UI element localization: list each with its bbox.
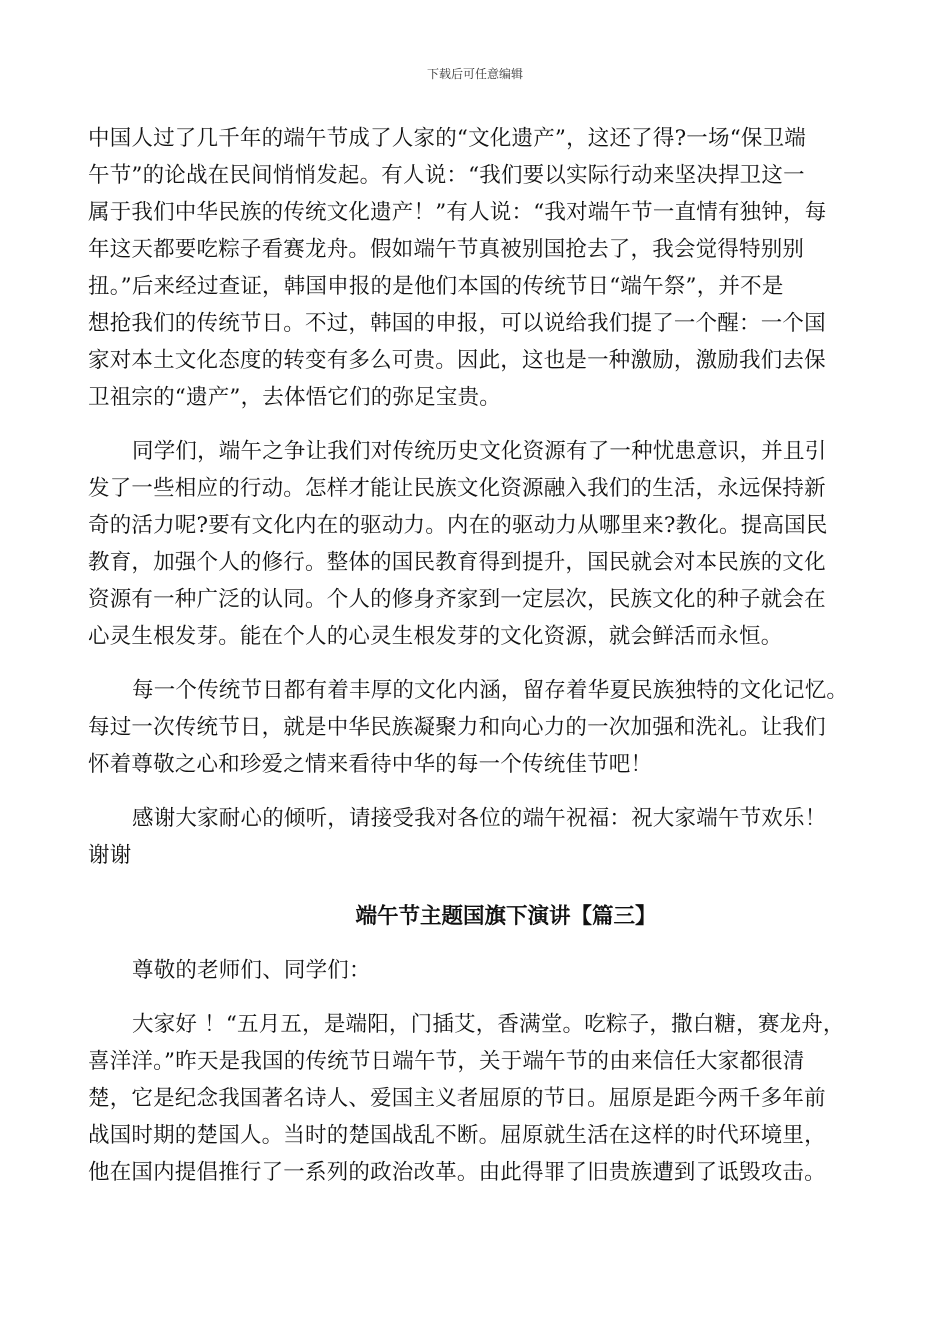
text-line: 心灵生根发芽。能在个人的心灵生根发芽的文化资源，就会鲜活而永恒。: [88, 624, 783, 649]
text-line: 谢谢: [88, 843, 132, 868]
text-line: 午节”的论战在民间悄悄发起。有人说：“我们要以实际行动来坚决捍卫这一: [88, 163, 805, 188]
page-header-watermark: 下载后可任意编辑: [426, 67, 523, 81]
paragraph-spacer: [88, 416, 864, 433]
paragraph-2: [88, 433, 864, 655]
text-line: 战国时期的楚国人。当时的楚国战乱不断。屈原就生活在这样的时代环境里，: [88, 1123, 826, 1148]
paragraph-spacer: [88, 989, 864, 1006]
text-line: 每一个传统节日都有着丰厚的文化内涵，留存着华夏民族独特的文化记忆。: [132, 678, 849, 703]
text-line: 卫祖宗的“遗产”，去体悟它们的弥足宝贵。: [88, 385, 501, 410]
greeting: [88, 952, 864, 989]
text-line: 家对本土文化态度的转变有多么可贵。因此，这也是一种激励，激励我们去保: [88, 348, 826, 373]
paragraph-spacer: [88, 935, 864, 952]
text-line: 大家好 ！“五月五，是端阳，门插艾，香满堂。吃粽子，撒白糖，赛龙舟，: [132, 1012, 845, 1037]
paragraph-4: [88, 800, 864, 874]
text-line: 每过一次传统节日，就是中华民族凝聚力和向心力的一次加强和洗礼。让我们: [88, 715, 826, 740]
text-line: 同学们，端午之争让我们对传统历史文化资源有了一种忧患意识，并且引: [132, 439, 827, 464]
paragraph-1: [88, 120, 864, 416]
text-line: 他在国内提倡推行了一系列的政治改革。由此得罪了旧贵族遭到了诋毁攻击。: [88, 1160, 826, 1185]
paragraph-3: [88, 672, 864, 783]
text-line: 感谢大家耐心的倾听，请接受我对各位的端午祝福：祝大家端午节欢乐！: [132, 806, 827, 831]
text-line: 中国人过了几千年的端午节成了人家的“文化遗产”，这还了得?一场“保卫端: [88, 126, 807, 151]
text-line: 尊敬的老师们、同学们：: [132, 958, 371, 983]
text-line: 怀着尊敬之心和珍爱之情来看待中华的每一个传统佳节吧！: [88, 752, 653, 777]
text-line: 教育，加强个人的修行。整体的国民教育得到提升，国民就会对本民族的文化: [88, 550, 826, 575]
text-line: 属于我们中华民族的传统文化遗产！”有人说：“我对端午节一直情有独钟，每: [88, 200, 827, 225]
text-line: 资源有一种广泛的认同。个人的修身齐家到一定层次，民族文化的种子就会在: [88, 587, 826, 612]
paragraph-spacer: [88, 655, 864, 672]
paragraph-spacer: [88, 783, 864, 800]
text-line: 喜洋洋。”昨天是我国的传统节日端午节，关于端午节的由来信任大家都很清: [88, 1049, 805, 1074]
text-line: 想抢我们的传统节日。不过，韩国的申报，可以说给我们提了一个醒：一个国: [88, 311, 826, 336]
text-line: 楚，它是纪念我国著名诗人、爱国主义者屈原的节日。屈原是距今两千多年前: [88, 1086, 826, 1111]
document-body: [88, 120, 864, 1191]
text-line: 发了一些相应的行动。怎样才能让民族文化资源融入我们的生活，永远保持新: [88, 476, 826, 501]
text-line: 奇的活力呢?要有文化内在的驱动力。内在的驱动力从哪里来?教化。提高国民: [88, 513, 828, 538]
section-paragraph-1: [88, 1006, 864, 1191]
text-line: 扭。”后来经过查证，韩国申报的是他们本国的传统节日“端午祭”，并不是: [88, 274, 784, 299]
section-spacer: [88, 874, 864, 898]
section-title: 端午节主题国旗下演讲【篇三】: [355, 904, 657, 929]
text-line: 年这天都要吃粽子看赛龙舟。假如端午节真被别国抢去了，我会觉得特别别: [88, 237, 805, 262]
